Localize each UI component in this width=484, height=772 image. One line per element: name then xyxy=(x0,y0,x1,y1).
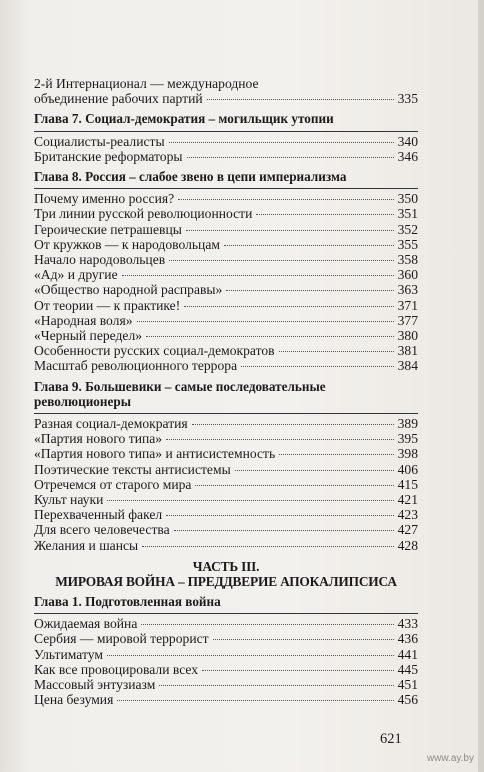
toc-entry-page: 445 xyxy=(397,661,418,677)
toc-entry xyxy=(34,206,418,221)
toc-entry-page: 350 xyxy=(397,191,418,207)
toc-entry xyxy=(34,282,418,297)
toc-list xyxy=(34,616,418,707)
dot-leader xyxy=(159,685,393,686)
toc-entry-title: Желания и шансы xyxy=(34,537,139,553)
toc-entry-title: Отречемся от старого мира xyxy=(34,476,192,492)
toc-entry xyxy=(34,252,418,267)
dot-leader xyxy=(224,245,394,246)
toc-entry xyxy=(34,328,418,343)
dot-leader xyxy=(226,290,393,291)
toc-entry-page: 340 xyxy=(397,133,418,149)
part-number: ЧАСТЬ III. xyxy=(192,558,260,574)
toc-entry-page: 346 xyxy=(397,148,418,164)
dot-leader xyxy=(122,275,394,276)
toc-entry-page: 384 xyxy=(397,358,418,374)
toc-entry-title: «Партия нового типа» и антисистемность xyxy=(34,446,276,462)
dot-leader xyxy=(207,99,394,100)
dot-leader xyxy=(187,157,394,158)
dot-leader xyxy=(184,306,393,307)
toc-entry xyxy=(34,692,418,707)
toc-entry-page: 428 xyxy=(397,537,418,553)
toc-entry-title: «Ад» и другие xyxy=(34,267,118,283)
chapter-heading-line2: революционеры xyxy=(34,393,131,409)
dot-leader xyxy=(146,336,394,337)
dot-leader xyxy=(192,424,394,425)
chapter-heading-line1: Глава 9. Большевики – самые последовательные xyxy=(34,378,326,394)
toc-entry xyxy=(34,662,418,677)
chapter-heading xyxy=(34,379,418,414)
toc-entry-page: 406 xyxy=(397,461,418,477)
toc-entry xyxy=(34,462,418,477)
toc-entry-title: Массовый энтузиазм xyxy=(34,676,156,692)
toc-entry xyxy=(34,298,418,313)
toc-entry-title: «Партия нового типа» xyxy=(34,431,163,447)
chapter-heading: Глава 1. Подготовленная война xyxy=(34,594,418,614)
toc-entry xyxy=(34,134,418,149)
toc-entry xyxy=(34,222,418,237)
toc-entry xyxy=(34,677,418,692)
dot-leader xyxy=(117,700,393,701)
toc-entry-title: Разная социал-демократия xyxy=(34,416,188,432)
dot-leader xyxy=(186,230,394,231)
part-title: МИРОВАЯ ВОЙНА – ПРЕДДВЕРИЕ АПОКАЛИПСИСА xyxy=(55,573,397,589)
toc-entry-page: 415 xyxy=(397,476,418,492)
dot-leader xyxy=(107,655,394,656)
toc-entry-page: 421 xyxy=(397,492,418,508)
dot-leader xyxy=(213,639,394,640)
toc-entry-page: 335 xyxy=(397,91,418,107)
toc-entry xyxy=(34,191,418,206)
dot-leader xyxy=(256,214,393,215)
toc-entry-page: 363 xyxy=(397,282,418,298)
toc-entry-page: 358 xyxy=(397,252,418,268)
toc-entry xyxy=(34,616,418,631)
dot-leader xyxy=(279,351,394,352)
toc-entry-page: 433 xyxy=(397,616,418,632)
dot-leader xyxy=(107,500,393,501)
dot-leader xyxy=(241,366,393,367)
toc-entry-title: Ультиматум xyxy=(34,646,103,662)
toc-entry-page: 436 xyxy=(397,631,418,647)
page-edge xyxy=(478,0,484,772)
toc-entry-page: 355 xyxy=(397,236,418,252)
toc-entry-page: 441 xyxy=(397,646,418,662)
toc-entry xyxy=(34,507,418,522)
toc-entry-title: Особенности русских социал-демократов xyxy=(34,343,275,359)
toc-entry-multiline xyxy=(34,76,418,106)
toc-entry-page: 427 xyxy=(397,522,418,538)
table-of-contents xyxy=(34,76,418,707)
toc-entry-title: Масштаб революционного террора xyxy=(34,358,238,374)
dot-leader xyxy=(174,530,394,531)
toc-entry-page: 398 xyxy=(397,446,418,462)
dot-leader xyxy=(195,485,393,486)
toc-entry-title: Героические петрашевцы xyxy=(34,221,182,237)
dot-leader xyxy=(279,454,393,455)
toc-entry xyxy=(34,522,418,537)
toc-entry-title: Поэтические тексты антисистемы xyxy=(34,461,231,477)
toc-entry xyxy=(34,91,418,106)
toc-entry-page: 451 xyxy=(397,676,418,692)
toc-entry-page: 377 xyxy=(397,312,418,328)
toc-entry-page: 395 xyxy=(397,431,418,447)
toc-list xyxy=(34,416,418,553)
toc-entry-title: Ожидаемая война xyxy=(34,616,138,632)
toc-entry xyxy=(34,237,418,252)
chapter-heading: Глава 7. Социал-демократия – могильщик утопии xyxy=(34,111,418,131)
toc-entry-title: Для всего человечества xyxy=(34,522,170,538)
toc-entry-page: 380 xyxy=(397,328,418,344)
toc-entry xyxy=(34,267,418,282)
toc-entry-page: 352 xyxy=(397,221,418,237)
dot-leader xyxy=(137,321,394,322)
toc-entry-title: «Народная воля» xyxy=(34,312,133,328)
toc-entry xyxy=(34,477,418,492)
toc-entry-title: Социалисты-реалисты xyxy=(34,133,165,149)
part-heading xyxy=(34,559,418,589)
toc-entry xyxy=(34,492,418,507)
toc-list xyxy=(34,191,418,373)
dot-leader xyxy=(202,670,394,671)
toc-entry xyxy=(34,446,418,461)
toc-list xyxy=(34,134,418,164)
toc-entry-title: «Черный передел» xyxy=(34,328,143,344)
toc-entry xyxy=(34,538,418,553)
dot-leader xyxy=(178,199,393,200)
dot-leader xyxy=(166,515,393,516)
toc-entry-title: Сербия — мировой террорист xyxy=(34,631,209,647)
toc-entry-page: 360 xyxy=(397,267,418,283)
toc-entry xyxy=(34,647,418,662)
dot-leader xyxy=(166,439,394,440)
toc-entry xyxy=(34,416,418,431)
watermark: www.ay.by xyxy=(426,753,474,764)
toc-entry-page: 381 xyxy=(397,343,418,359)
toc-entry-page: 389 xyxy=(397,416,418,432)
dot-leader xyxy=(235,470,394,471)
toc-entry-title: Как все провоцировали всех xyxy=(34,661,199,677)
toc-entry xyxy=(34,431,418,446)
toc-entry-title: Культ науки xyxy=(34,492,104,508)
toc-entry-title: объединение рабочих партий xyxy=(34,91,203,107)
dot-leader xyxy=(169,260,393,261)
toc-entry-title: «Общество народной расправы» xyxy=(34,282,223,298)
toc-entry xyxy=(34,313,418,328)
toc-entry xyxy=(34,149,418,164)
toc-entry-title: Три линии русской революционности xyxy=(34,206,253,222)
toc-entry xyxy=(34,343,418,358)
dot-leader xyxy=(141,624,393,625)
toc-entry-title: Британские реформаторы xyxy=(34,148,183,164)
chapter-heading: Глава 8. Россия – слабое звено в цепи империализма xyxy=(34,169,418,189)
toc-entry xyxy=(34,358,418,373)
toc-entry-page: 371 xyxy=(397,297,418,313)
toc-entry-title: Цена безумия xyxy=(34,692,114,708)
toc-entry-title: Начало народовольцев xyxy=(34,252,166,268)
toc-entry-title: От теории — к практике! xyxy=(34,297,181,313)
toc-entry-title: Перехваченный факел xyxy=(34,507,163,523)
toc-entry-page: 423 xyxy=(397,507,418,523)
toc-entry-page: 351 xyxy=(397,206,418,222)
dot-leader xyxy=(169,142,394,143)
toc-entry-title: Почему именно россия? xyxy=(34,191,175,207)
toc-entry-title: От кружков — к народовольцам xyxy=(34,236,220,252)
toc-entry-page: 456 xyxy=(397,692,418,708)
dot-leader xyxy=(142,546,393,547)
page-number: 621 xyxy=(380,731,402,747)
toc-entry-title-line1: 2-й Интернационал — международное xyxy=(34,76,259,91)
toc-entry xyxy=(34,631,418,646)
